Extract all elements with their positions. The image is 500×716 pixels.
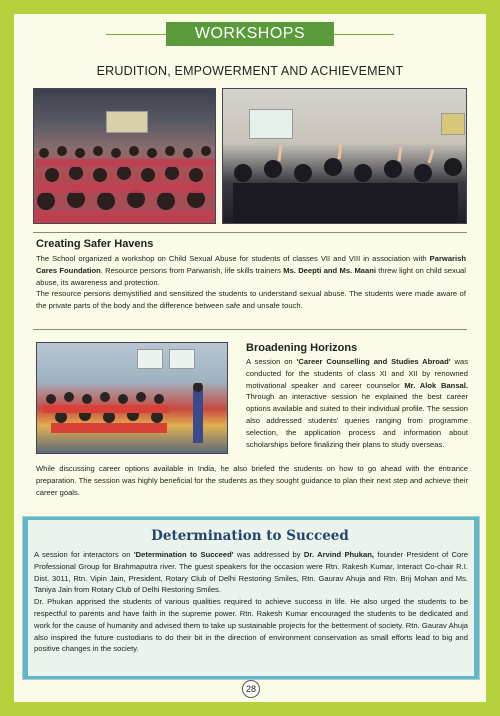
page-number: 28 <box>242 680 260 698</box>
section-body-determination: A session for interactors on 'Determination to Succeed' was addressed by Dr. Arvind Phukan, founder President of Core Professional Group for Brahmaputra river. The guest speakers for the occasion were Rtn. Rakesh Kumar, Interact Co-chair R.I. Dist. 3011, Rtn. Vipin Jain, President, Rotary Club of Delhi Restoring Smiles, Rtn. Gaurav Ahuja and Rtn. Brij Mohan and Ms. Taniya Jain from Rotary Club of Delhi Restoring Smiles. Dr. Phukan apprised the students of various qualities required to achieve success in life. He also urged the students to be respectful to parents and have faith in the supreme power. Rtn. Rakesh Kumar encouraged the students to be dedicated and work for the cause of humanity and advised them to take up sustainable projects for the betterment of society. Rtn. Gaurav Ahuja also inspired the future custodians to do their bit in the direction of environment conservation as small efforts lead to big and positive changes in the society. <box>34 550 468 654</box>
section-body-broadening-horizons-continued: While discussing career options available in India, he also briefed the students on how to go ahead with the entrance preparation. The session was highly beneficial for the students as they sought guidance to plan their next step and achieve their career goals. <box>36 464 468 497</box>
section-heading-determination: Determination to Succeed <box>151 528 349 544</box>
wall-chart <box>441 113 465 135</box>
section-body-safer-havens: The School organized a workshop on Child Sexual Abuse for students of classes VII and VIII in association with Parwarish Cares Foundation. Resource persons from Parwarish, life skills trainers Ms. Deepti and Ms. Maani threw light on child sexual abuse, its awareness and protection. The resource persons demystified and sensitized the students to understand sexual abuse. The students were made aware of the private parts of the body and the difference between safe and unsafe touch. <box>36 254 466 311</box>
stage-screen <box>106 111 148 133</box>
audience-crowd <box>34 133 216 223</box>
classroom-window <box>137 349 163 369</box>
seated-students <box>37 383 228 453</box>
section-divider-1 <box>33 232 467 233</box>
section-heading-safer-havens: Creating Safer Havens <box>36 238 154 250</box>
title-rule-right <box>334 34 394 35</box>
projector-screen <box>249 109 293 139</box>
students-raising-hands <box>223 143 467 223</box>
page-title: WORKSHOPS <box>166 22 334 46</box>
students-auditorium-photo <box>33 88 216 224</box>
page-subtitle: ERUDITION, EMPOWERMENT AND ACHIEVEMENT <box>96 64 404 78</box>
classroom-workshop-photo <box>222 88 467 224</box>
title-rule-left <box>106 34 166 35</box>
section-heading-broadening-horizons: Broadening Horizons <box>246 342 358 354</box>
classroom-window <box>169 349 195 369</box>
career-counselling-session-photo <box>36 342 228 454</box>
section-body-broadening-horizons: A session on 'Career Counselling and Studies Abroad' was conducted for the students of class XI and XII by renowned motivational speaker and career counselor Mr. Alok Bansal. Through an interactive session he explained the best career options available and suited to their individual profile. The session also addressed students' queries ranging from programme selection, the application process and information about scholarships before finalizing their plans to study overseas. <box>246 357 468 449</box>
section-divider-2 <box>33 329 467 330</box>
